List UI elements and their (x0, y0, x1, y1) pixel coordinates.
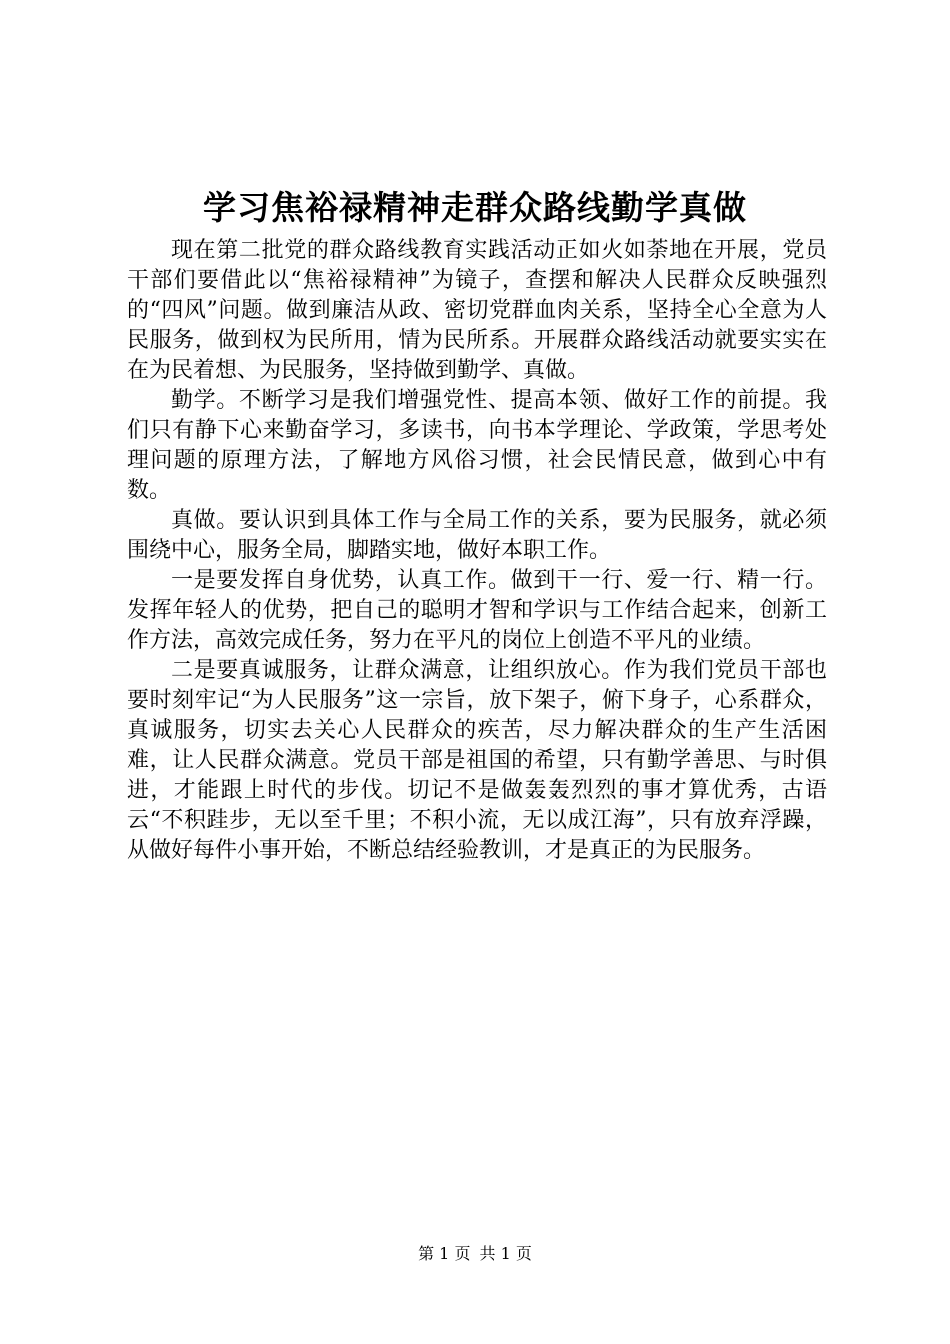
document-body (127, 236, 827, 866)
paragraph-point-one: 一是要发挥自身优势，认真工作。做到干一行、爱一行、精一行。发挥年轻人的优势，把自己的聪明才智和学识与工作结合起来，创新工作方法，高效完成任务，努力在平凡的岗位上创造不平凡的业绩。 (127, 568, 827, 653)
page-footer (0, 1244, 950, 1264)
paragraph-real-action: 真做。要认识到具体工作与全局工作的关系，要为民服务，就必须围绕中心，服务全局，脚踏实地，做好本职工作。 (127, 508, 827, 563)
paragraph-intro: 现在第二批党的群众路线教育实践活动正如火如荼地在开展，党员干部们要借此以“焦裕禄精神”为镜子，查摆和解决人民群众反映强烈的“四风”问题。做到廉洁从政、密切党群血肉关系，坚持全心全意为人民服务，做到权为民所用，情为民所系。开展群众路线活动就要实实在在为民着想、为民服务，坚持做到勤学、真做。 (127, 238, 827, 383)
page-number: 第 1 页 (418, 1244, 471, 1263)
page-total: 共 1 页 (479, 1244, 532, 1263)
paragraph-diligent-study: 勤学。不断学习是我们增强党性、提高本领、做好工作的前提。我们只有静下心来勤奋学习，多读书，向书本学理论、学政策，学思考处理问题的原理方法，了解地方风俗习惯，社会民情民意，做到心中有数。 (127, 388, 827, 503)
paragraph-point-two: 二是要真诚服务，让群众满意，让组织放心。作为我们党员干部也要时刻牢记“为人民服务”这一宗旨，放下架子，俯下身子，心系群众，真诚服务，切实去关心人民群众的疾苦，尽力解决群众的生产生活困难，让人民群众满意。党员干部是祖国的希望，只有勤学善思、与时俱进，才能跟上时代的步伐。切记不是做轰轰烈烈的事才算优秀，古语云“不积跬步，无以至千里；不积小流，无以成江海”，只有放弃浮躁，从做好每件小事开始，不断总结经验教训，才是真正的为民服务。 (127, 658, 827, 863)
document-title: 学习焦裕禄精神走群众路线勤学真做 (203, 188, 747, 227)
